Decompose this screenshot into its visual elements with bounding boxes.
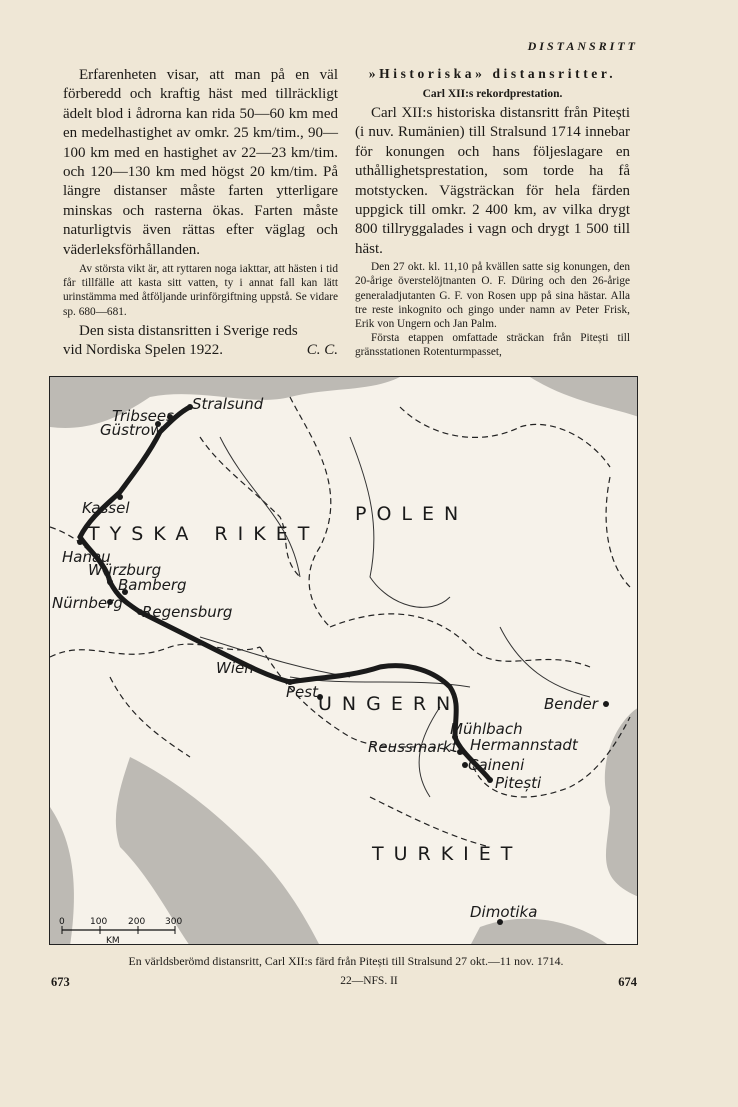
scale-bar (59, 917, 182, 945)
scale-tick-100: 100 (90, 917, 108, 927)
label-reussmarkt: Reussmarkt (368, 738, 458, 756)
label-muhlbach: Mühlbach (450, 720, 523, 738)
north-sea-east (530, 377, 638, 417)
label-bender: Bender (544, 695, 598, 713)
author-signature: C. C. (306, 342, 338, 359)
label-pest: Pest (286, 683, 318, 701)
label-turkiet: TURKIET (372, 843, 523, 865)
left-paragraph-2: Den sista distansritten i Sverige reds (79, 322, 298, 339)
section-title: »Historiska» distansritter. (368, 66, 617, 81)
black-sea (605, 707, 638, 897)
label-pitesti: Pitești (495, 774, 542, 792)
page-number-right: 674 (618, 975, 637, 989)
page-number-left: 673 (51, 975, 70, 989)
left-paragraph-2-last-line: vid Nordiska Spelen 1922. (63, 342, 223, 359)
running-head: DISTANSRITT (527, 39, 638, 53)
section-subtitle: Carl XII:s rekordprestation. (422, 88, 563, 100)
label-kassel: Kassel (82, 499, 130, 517)
route-map (49, 376, 638, 945)
left-paragraph-2-end (63, 341, 338, 360)
label-wien: Wien (216, 659, 254, 677)
signature-mark: 22—NFS. II (340, 975, 398, 987)
scale-unit: KM (106, 936, 120, 945)
scale-tick-0: 0 (59, 917, 65, 927)
label-polen: POLEN (355, 503, 469, 525)
label-tyska-riket: TYSKA RIKET (88, 523, 320, 545)
scale-tick-300: 300 (165, 917, 183, 927)
label-stralsund: Stralsund (192, 395, 264, 413)
right-column (355, 66, 630, 360)
label-nurnberg: Nürnberg (52, 594, 123, 612)
left-footnote: Av största vikt är, att ryttaren noga iakttar, att hästen i tid får tillfälle att kasta sitt vatten, ty i annat fall kan lätt urinstämma med åtföljande urinförgiftning uppstå. Se vidare sp. 680—681. (63, 263, 338, 318)
label-gustrow: Güstrow (100, 421, 163, 439)
label-caineni: Caineni (468, 756, 525, 774)
scale-tick-200: 200 (128, 917, 146, 927)
map-caption: En världsberömd distansritt, Carl XII:s färd från Pitești till Stralsund 27 okt.—11 nov. 1714. (128, 954, 564, 968)
label-hermannstadt: Hermannstadt (470, 736, 578, 754)
label-bamberg: Bamberg (118, 576, 187, 594)
label-tribsees: Tribsees (112, 407, 174, 425)
label-hanau: Hanau (62, 548, 111, 566)
map-drawing (50, 377, 638, 945)
right-small-paragraph-1: Den 27 okt. kl. 11,10 på kvällen satte sig konungen, den 20-årige överstelöjtnanten O. F. Düring och den 26-årige generaladjutanten G. F. von Rosen upp på sina hästar. Alla tre reste inkognito och gingo under namn av Peter Frisk, Erik von Ungern och Jan Palm. (355, 261, 630, 331)
right-paragraph-1: Carl XII:s historiska distansritt från Pitești (i nuv. Rumänien) till Stralsund 1714 innebar för konungen och hans följeslagare en uthållighetsprestation, som torde ha få motstycken. Vägsträckan för hela färden uppgick till omkr. 2 400 km, av vilka drygt 800 tillryggalades i vagn och drygt 1 500 till häst. (355, 105, 630, 257)
label-dimotika: Dimotika (470, 903, 538, 921)
adriatic-sea (116, 757, 320, 945)
label-wurzburg: Würzburg (88, 561, 162, 579)
left-column (63, 66, 338, 361)
label-ungern: UNGERN (318, 693, 461, 715)
left-paragraph-1: Erfarenheten visar, att man på en väl förberedd och kraftig häst med tillräckligt ädelt blod i ådrorna kan rida 50—60 km med en medelhastighet av omkr. 25 km/tim., 90—100 km med en hastighet av 22—23 km/tim. och 120—130 km med högst 20 km/tim. På längre distanser måste farten ytterligare minskas och rasterna ökas. Farten måste naturligtvis även rättas efter väglag och väderleksförhållanden. (63, 67, 338, 258)
aegean-sea (470, 919, 610, 945)
label-regensburg: Regensburg (142, 603, 233, 621)
right-small-paragraph-2: Första etappen omfattade sträckan från Pitești till gränsstationen Rotenturmpasset, (355, 332, 630, 359)
